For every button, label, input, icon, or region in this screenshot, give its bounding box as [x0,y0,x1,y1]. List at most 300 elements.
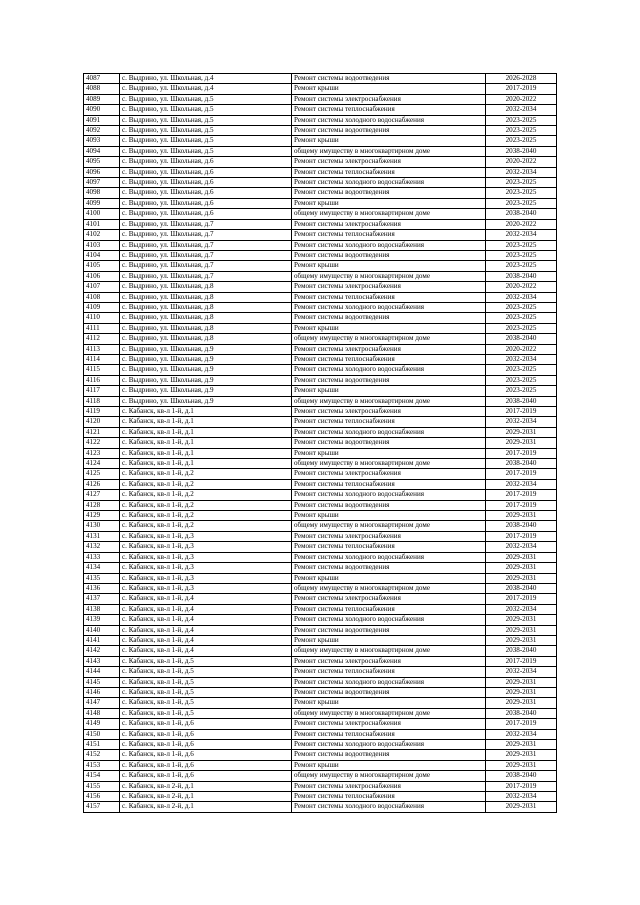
table-row [84,552,557,562]
row-work-type: Ремонт системы электроснабжения [292,469,486,479]
table-row [84,615,557,625]
row-address: с. Кабанск, кв-л 1-й, д.1 [120,438,292,448]
row-work-type: общему имуществу в многоквартирном доме [292,646,486,656]
row-work-type: Ремонт системы электроснабжения [292,344,486,354]
row-work-type: Ремонт крыши [292,198,486,208]
row-work-type: Ремонт системы холодного водоснабжения [292,240,486,250]
row-address: с. Выдрино, ул. Школьная, д.8 [120,302,292,312]
row-address: с. Кабанск, кв-л 2-й, д.1 [120,802,292,812]
row-address: с. Кабанск, кв-л 1-й, д.3 [120,563,292,573]
row-period: 2038-2040 [486,209,557,219]
row-number: 4137 [84,594,120,604]
row-number: 4093 [84,136,120,146]
row-number: 4118 [84,396,120,406]
table-row [84,771,557,781]
row-work-type: Ремонт системы электроснабжения [292,531,486,541]
row-number: 4113 [84,344,120,354]
table-row [84,417,557,427]
table-row [84,344,557,354]
row-period: 2029-2031 [486,625,557,635]
row-number: 4147 [84,698,120,708]
table-row [84,230,557,240]
row-work-type: Ремонт системы холодного водоснабжения [292,115,486,125]
row-period: 2029-2031 [486,552,557,562]
row-work-type: Ремонт системы холодного водоснабжения [292,802,486,812]
row-work-type: общему имуществу в многоквартирном доме [292,396,486,406]
row-number: 4099 [84,198,120,208]
row-period: 2023-2025 [486,136,557,146]
table-row [84,240,557,250]
row-number: 4153 [84,760,120,770]
row-address: с. Выдрино, ул. Школьная, д.5 [120,94,292,104]
row-address: с. Кабанск, кв-л 1-й, д.3 [120,583,292,593]
row-address: с. Кабанск, кв-л 1-й, д.6 [120,760,292,770]
row-work-type: Ремонт системы водоотведения [292,500,486,510]
table-row [84,261,557,271]
row-address: с. Кабанск, кв-л 1-й, д.3 [120,552,292,562]
row-number: 4124 [84,459,120,469]
row-address: с. Кабанск, кв-л 1-й, д.1 [120,417,292,427]
row-period: 2017-2019 [486,469,557,479]
row-address: с. Кабанск, кв-л 2-й, д.1 [120,792,292,802]
row-address: с. Выдрино, ул. Школьная, д.6 [120,209,292,219]
table-row [84,677,557,687]
row-period: 2023-2025 [486,365,557,375]
row-work-type: Ремонт системы теплоснабжения [292,667,486,677]
row-number: 4109 [84,302,120,312]
row-period: 2026-2028 [486,74,557,84]
row-number: 4091 [84,115,120,125]
row-number: 4106 [84,271,120,281]
row-address: с. Выдрино, ул. Школьная, д.5 [120,146,292,156]
row-address: с. Выдрино, ул. Школьная, д.5 [120,105,292,115]
row-period: 2032-2034 [486,230,557,240]
row-address: с. Выдрино, ул. Школьная, д.6 [120,157,292,167]
row-work-type: Ремонт крыши [292,386,486,396]
row-period: 2023-2025 [486,115,557,125]
row-number: 4098 [84,188,120,198]
table-row [84,74,557,84]
row-number: 4142 [84,646,120,656]
row-work-type: Ремонт крыши [292,635,486,645]
row-period: 2038-2040 [486,583,557,593]
row-number: 4116 [84,375,120,385]
table-row [84,792,557,802]
row-period: 2023-2025 [486,323,557,333]
row-period: 2017-2019 [486,490,557,500]
row-period: 2038-2040 [486,334,557,344]
row-address: с. Кабанск, кв-л 1-й, д.2 [120,479,292,489]
row-work-type: Ремонт системы теплоснабжения [292,354,486,364]
table-row [84,448,557,458]
row-address: с. Выдрино, ул. Школьная, д.9 [120,354,292,364]
row-address: с. Кабанск, кв-л 1-й, д.2 [120,511,292,521]
table-row [84,781,557,791]
table-row [84,625,557,635]
row-address: с. Кабанск, кв-л 1-й, д.5 [120,656,292,666]
row-period: 2029-2031 [486,615,557,625]
row-number: 4138 [84,604,120,614]
row-address: с. Кабанск, кв-л 1-й, д.3 [120,542,292,552]
row-period: 2023-2025 [486,386,557,396]
row-work-type: Ремонт системы теплоснабжения [292,729,486,739]
row-period: 2017-2019 [486,531,557,541]
row-period: 2032-2034 [486,354,557,364]
row-address: с. Выдрино, ул. Школьная, д.9 [120,375,292,385]
row-address: с. Выдрино, ул. Школьная, д.5 [120,136,292,146]
table-row [84,84,557,94]
row-work-type: Ремонт крыши [292,760,486,770]
table-row [84,427,557,437]
row-work-type: Ремонт системы холодного водоснабжения [292,552,486,562]
row-period: 2032-2034 [486,417,557,427]
row-work-type: общему имуществу в многоквартирном доме [292,209,486,219]
row-address: с. Выдрино, ул. Школьная, д.9 [120,396,292,406]
table-row [84,407,557,417]
row-work-type: Ремонт системы водоотведения [292,188,486,198]
row-address: с. Кабанск, кв-л 1-й, д.5 [120,708,292,718]
row-address: с. Кабанск, кв-л 1-й, д.4 [120,646,292,656]
row-address: с. Кабанск, кв-л 1-й, д.4 [120,625,292,635]
table-row [84,323,557,333]
row-work-type: Ремонт крыши [292,698,486,708]
table-row [84,750,557,760]
table-row [84,719,557,729]
row-address: с. Кабанск, кв-л 1-й, д.4 [120,635,292,645]
row-number: 4096 [84,167,120,177]
row-work-type: Ремонт системы теплоснабжения [292,792,486,802]
row-address: с. Выдрино, ул. Школьная, д.7 [120,250,292,260]
row-number: 4092 [84,126,120,136]
row-number: 4151 [84,740,120,750]
row-number: 4155 [84,781,120,791]
row-work-type: Ремонт системы водоотведения [292,313,486,323]
table-row [84,490,557,500]
row-work-type: общему имуществу в многоквартирном доме [292,146,486,156]
table-row [84,167,557,177]
row-number: 4111 [84,323,120,333]
row-period: 2038-2040 [486,708,557,718]
row-address: с. Кабанск, кв-л 1-й, д.1 [120,448,292,458]
row-period: 2023-2025 [486,302,557,312]
row-period: 2020-2022 [486,157,557,167]
row-period: 2023-2025 [486,261,557,271]
row-work-type: Ремонт системы водоотведения [292,563,486,573]
row-work-type: Ремонт системы теплоснабжения [292,542,486,552]
table-row [84,386,557,396]
row-address: с. Выдрино, ул. Школьная, д.9 [120,344,292,354]
row-period: 2020-2022 [486,282,557,292]
row-number: 4097 [84,178,120,188]
row-number: 4090 [84,105,120,115]
table-row [84,469,557,479]
row-period: 2032-2034 [486,792,557,802]
row-number: 4107 [84,282,120,292]
row-address: с. Кабанск, кв-л 1-й, д.6 [120,719,292,729]
row-address: с. Выдрино, ул. Школьная, д.5 [120,126,292,136]
row-address: с. Кабанск, кв-л 1-й, д.6 [120,771,292,781]
row-number: 4136 [84,583,120,593]
row-period: 2017-2019 [486,781,557,791]
row-address: с. Кабанск, кв-л 1-й, д.3 [120,531,292,541]
row-period: 2017-2019 [486,656,557,666]
row-work-type: Ремонт системы водоотведения [292,687,486,697]
row-work-type: Ремонт системы теплоснабжения [292,167,486,177]
row-work-type: Ремонт системы водоотведения [292,126,486,136]
row-period: 2029-2031 [486,750,557,760]
table-row [84,511,557,521]
row-work-type: Ремонт крыши [292,511,486,521]
row-period: 2038-2040 [486,646,557,656]
row-number: 4144 [84,667,120,677]
row-address: с. Выдрино, ул. Школьная, д.6 [120,198,292,208]
row-number: 4117 [84,386,120,396]
row-number: 4089 [84,94,120,104]
table-row [84,334,557,344]
table-row [84,667,557,677]
row-work-type: Ремонт системы холодного водоснабжения [292,365,486,375]
table-row [84,604,557,614]
table-row [84,292,557,302]
row-period: 2029-2031 [486,687,557,697]
row-address: с. Выдрино, ул. Школьная, д.8 [120,323,292,333]
row-period: 2020-2022 [486,344,557,354]
table-row [84,396,557,406]
table-row [84,687,557,697]
row-work-type: Ремонт системы холодного водоснабжения [292,615,486,625]
row-address: с. Выдрино, ул. Школьная, д.8 [120,282,292,292]
table-row [84,573,557,583]
row-address: с. Кабанск, кв-л 1-й, д.2 [120,521,292,531]
row-work-type: Ремонт системы водоотведения [292,375,486,385]
row-work-type: Ремонт системы электроснабжения [292,219,486,229]
row-work-type: Ремонт крыши [292,261,486,271]
table-row [84,563,557,573]
row-work-type: общему имуществу в многоквартирном доме [292,459,486,469]
row-period: 2038-2040 [486,459,557,469]
row-address: с. Кабанск, кв-л 1-й, д.1 [120,427,292,437]
row-work-type: Ремонт системы холодного водоснабжения [292,677,486,687]
table-row [84,760,557,770]
row-period: 2038-2040 [486,771,557,781]
table-row [84,209,557,219]
row-address: с. Кабанск, кв-л 1-й, д.2 [120,490,292,500]
row-period: 2017-2019 [486,84,557,94]
row-address: с. Выдрино, ул. Школьная, д.4 [120,74,292,84]
row-address: с. Кабанск, кв-л 1-й, д.2 [120,469,292,479]
row-number: 4152 [84,750,120,760]
row-period: 2017-2019 [486,719,557,729]
row-number: 4088 [84,84,120,94]
repair-schedule-table [83,73,557,813]
table-row [84,635,557,645]
table-row [84,250,557,260]
row-period: 2020-2022 [486,94,557,104]
row-period: 2017-2019 [486,407,557,417]
row-address: с. Выдрино, ул. Школьная, д.8 [120,292,292,302]
row-address: с. Кабанск, кв-л 1-й, д.5 [120,687,292,697]
row-number: 4108 [84,292,120,302]
row-number: 4122 [84,438,120,448]
row-address: с. Кабанск, кв-л 1-й, д.6 [120,729,292,739]
row-address: с. Выдрино, ул. Школьная, д.6 [120,167,292,177]
row-number: 4094 [84,146,120,156]
row-number: 4141 [84,635,120,645]
table-row [84,157,557,167]
table-row [84,282,557,292]
table-row [84,126,557,136]
row-number: 4119 [84,407,120,417]
row-address: с. Кабанск, кв-л 1-й, д.1 [120,459,292,469]
row-address: с. Кабанск, кв-л 2-й, д.1 [120,781,292,791]
row-work-type: общему имуществу в многоквартирном доме [292,334,486,344]
row-number: 4145 [84,677,120,687]
row-number: 4114 [84,354,120,364]
row-period: 2017-2019 [486,594,557,604]
row-period: 2023-2025 [486,178,557,188]
row-work-type: Ремонт системы водоотведения [292,750,486,760]
row-period: 2023-2025 [486,375,557,385]
row-work-type: Ремонт системы электроснабжения [292,656,486,666]
row-period: 2032-2034 [486,292,557,302]
row-work-type: общему имуществу в многоквартирном доме [292,521,486,531]
table-row [84,136,557,146]
row-address: с. Кабанск, кв-л 1-й, д.5 [120,677,292,687]
row-work-type: Ремонт системы теплоснабжения [292,604,486,614]
row-period: 2023-2025 [486,126,557,136]
table-row [84,708,557,718]
table-row [84,219,557,229]
table-row [84,365,557,375]
row-period: 2029-2031 [486,573,557,583]
table-row [84,500,557,510]
table-row [84,105,557,115]
row-number: 4103 [84,240,120,250]
row-period: 2038-2040 [486,521,557,531]
row-address: с. Выдрино, ул. Школьная, д.7 [120,219,292,229]
table-row [84,438,557,448]
row-address: с. Выдрино, ул. Школьная, д.9 [120,365,292,375]
row-number: 4140 [84,625,120,635]
row-period: 2029-2031 [486,427,557,437]
row-number: 4133 [84,552,120,562]
row-period: 2023-2025 [486,188,557,198]
row-address: с. Выдрино, ул. Школьная, д.8 [120,313,292,323]
row-number: 4125 [84,469,120,479]
row-address: с. Кабанск, кв-л 1-й, д.2 [120,500,292,510]
table-row [84,646,557,656]
row-period: 2029-2031 [486,635,557,645]
row-number: 4095 [84,157,120,167]
row-number: 4154 [84,771,120,781]
row-number: 4128 [84,500,120,510]
row-work-type: общему имуществу в многоквартирном доме [292,583,486,593]
table-body [84,74,557,813]
row-period: 2029-2031 [486,677,557,687]
row-period: 2038-2040 [486,271,557,281]
row-period: 2029-2031 [486,563,557,573]
row-work-type: Ремонт системы водоотведения [292,438,486,448]
row-period: 2032-2034 [486,729,557,739]
row-period: 2029-2031 [486,760,557,770]
table-row [84,115,557,125]
table-row [84,459,557,469]
row-work-type: Ремонт системы электроснабжения [292,282,486,292]
row-work-type: Ремонт системы теплоснабжения [292,417,486,427]
row-number: 4105 [84,261,120,271]
row-work-type: Ремонт системы теплоснабжения [292,292,486,302]
row-address: с. Выдрино, ул. Школьная, д.7 [120,261,292,271]
table-row [84,479,557,489]
row-number: 4146 [84,687,120,697]
row-period: 2023-2025 [486,198,557,208]
table-row [84,178,557,188]
row-period: 2017-2019 [486,448,557,458]
row-number: 4101 [84,219,120,229]
row-number: 4115 [84,365,120,375]
table-row [84,698,557,708]
row-period: 2017-2019 [486,500,557,510]
row-address: с. Кабанск, кв-л 1-й, д.1 [120,407,292,417]
row-address: с. Кабанск, кв-л 1-й, д.4 [120,604,292,614]
table-row [84,198,557,208]
table-row [84,583,557,593]
row-address: с. Выдрино, ул. Школьная, д.4 [120,84,292,94]
row-address: с. Кабанск, кв-л 1-й, д.4 [120,594,292,604]
table-row [84,354,557,364]
row-period: 2029-2031 [486,438,557,448]
table-row [84,740,557,750]
row-work-type: общему имуществу в многоквартирном доме [292,771,486,781]
row-number: 4135 [84,573,120,583]
table-row [84,146,557,156]
row-work-type: Ремонт системы электроснабжения [292,94,486,104]
row-period: 2029-2031 [486,802,557,812]
row-number: 4121 [84,427,120,437]
row-address: с. Кабанск, кв-л 1-й, д.5 [120,667,292,677]
row-number: 4149 [84,719,120,729]
row-address: с. Выдрино, ул. Школьная, д.6 [120,188,292,198]
row-work-type: Ремонт крыши [292,84,486,94]
row-work-type: Ремонт системы теплоснабжения [292,230,486,240]
row-work-type: Ремонт системы теплоснабжения [292,479,486,489]
row-number: 4126 [84,479,120,489]
row-period: 2032-2034 [486,105,557,115]
row-number: 4100 [84,209,120,219]
row-number: 4110 [84,313,120,323]
row-number: 4139 [84,615,120,625]
row-number: 4157 [84,802,120,812]
row-work-type: Ремонт системы водоотведения [292,74,486,84]
row-period: 2032-2034 [486,667,557,677]
row-work-type: Ремонт системы холодного водоснабжения [292,178,486,188]
row-period: 2029-2031 [486,511,557,521]
row-address: с. Выдрино, ул. Школьная, д.8 [120,334,292,344]
table-row [84,521,557,531]
table-row [84,594,557,604]
row-work-type: Ремонт крыши [292,448,486,458]
row-work-type: Ремонт системы теплоснабжения [292,105,486,115]
table-row [84,531,557,541]
row-number: 4131 [84,531,120,541]
row-number: 4156 [84,792,120,802]
row-period: 2029-2031 [486,698,557,708]
row-work-type: Ремонт системы электроснабжения [292,157,486,167]
row-work-type: общему имуществу в многоквартирном доме [292,708,486,718]
row-work-type: Ремонт системы холодного водоснабжения [292,740,486,750]
row-period: 2023-2025 [486,250,557,260]
row-address: с. Кабанск, кв-л 1-й, д.6 [120,740,292,750]
